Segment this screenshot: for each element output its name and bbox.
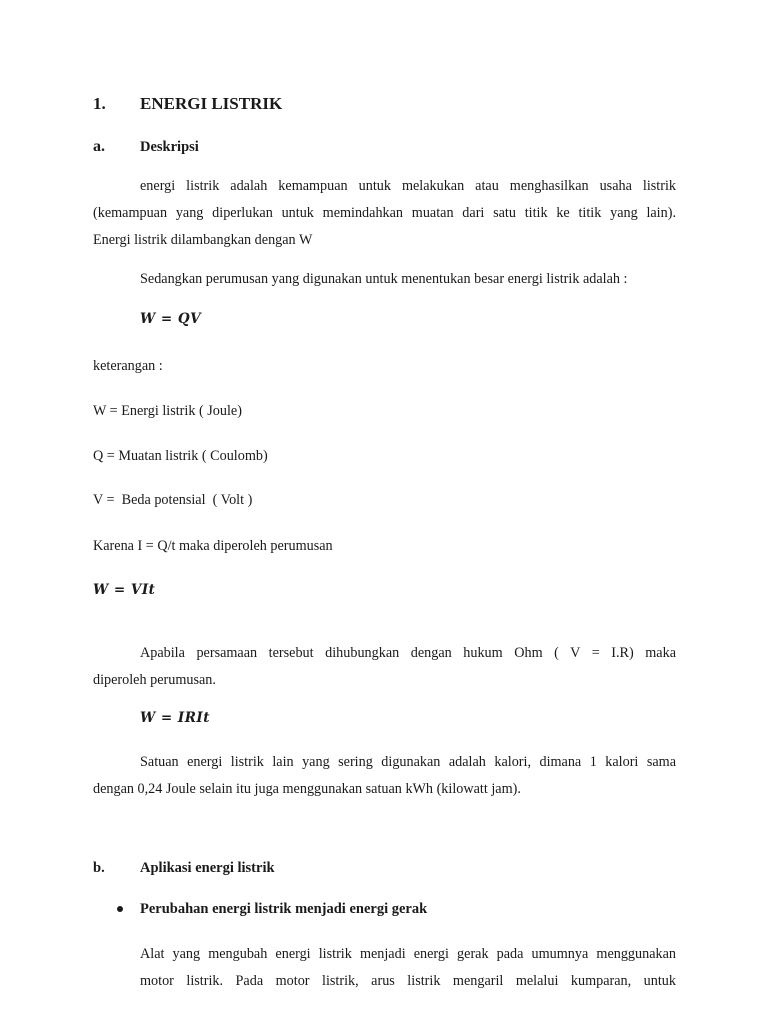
legend-q: Q = Muatan listrik ( Coulomb) [93,448,268,464]
para3-line2: diperoleh perumusan. [93,672,216,688]
formula-w-qv: W = QV [140,311,202,327]
para1-line3: Energi listrik dilambangkan dengan W [93,232,313,248]
formula-w-irit: W = IRIt [140,710,210,726]
section-b-title: Aplikasi energi listrik [140,860,275,876]
heading-number: 1. [93,94,106,113]
para4-line2: dengan 0,24 Joule selain itu juga menggunakan satuan kWh (kilowatt jam). [93,781,521,797]
section-a-label: a. [93,138,105,155]
legend-v: V = Beda potensial ( Volt ) [93,492,253,508]
section-b-label: b. [93,860,105,876]
bullet-icon [117,906,123,912]
bullet-title: Perubahan energi listrik menjadi energi gerak [140,901,428,917]
legend-w: W = Energi listrik ( Joule) [93,403,242,419]
para4-line1: Satuan energi listrik lain yang sering digunakan adalah kalori, dimana 1 kalori sama [140,754,676,770]
keterangan-label: keterangan : [93,358,163,374]
karena-text: Karena I = Q/t maka diperoleh perumusan [93,538,333,554]
section-b-para-line1: Alat yang mengubah energi listrik menjadi energi gerak pada umumnya menggunakan [140,946,676,962]
heading-title: ENERGI LISTRIK [140,94,283,113]
para1-line2: (kemampuan yang diperlukan untuk memindahkan muatan dari satu titik ke titik yang lain). [93,205,676,221]
formula-w-vit: W = VIt [93,582,156,598]
para3-line1: Apabila persamaan tersebut dihubungkan dengan hukum Ohm ( V = I.R) maka [140,645,676,661]
section-a-title: Deskripsi [140,139,199,155]
section-b-para-line2: motor listrik. Pada motor listrik, arus listrik mengaril melalui kumparan, untuk [140,973,676,989]
para2: Sedangkan perumusan yang digunakan untuk menentukan besar energi listrik adalah : [140,271,628,287]
para1-line1: energi listrik adalah kemampuan untuk melakukan atau menghasilkan usaha listrik [140,178,676,194]
